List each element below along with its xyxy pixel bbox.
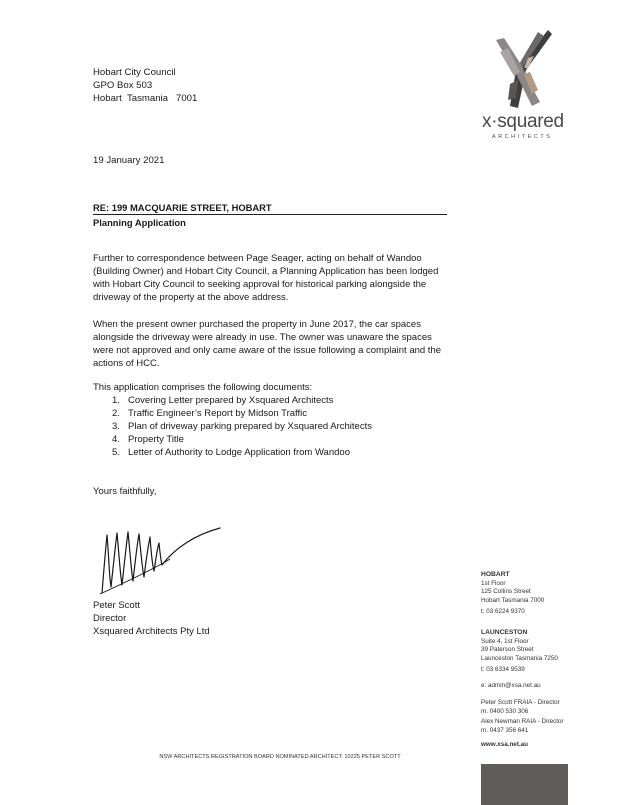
office-line: Hobart Tasmania 7000	[481, 596, 545, 604]
list-item	[112, 394, 372, 407]
office-line: 1st Floor	[481, 579, 506, 587]
subject-heading: Planning Application	[93, 217, 186, 228]
body-paragraph-3: This application comprises the following documents:	[93, 382, 313, 393]
director-name: Alex Newman RAIA - Director	[481, 718, 564, 726]
signer-company: Xsquared Architects Pty Ltd	[93, 626, 210, 638]
office-line: 125 Collins Street	[481, 588, 531, 596]
list-text: Traffic Engineer’s Report by Midson Traffic	[128, 408, 307, 420]
footer-registration: NSW ARCHITECTS REGISTRATION BOARD NOMINATED ARCHITECT: 10225 PETER SCOTT	[159, 754, 401, 760]
recipient-line: Hobart Tasmania 7001	[93, 93, 198, 105]
recipient-line: GPO Box 503	[93, 80, 153, 92]
body-paragraph-1: Further to correspondence between Page Seager, acting on behalf of Wandoo (Building Owner) and Hobart City Council, a Planning Application has been lodged with Hobart City Council to seeking approval for historical parking alongside the driveway of the property at the above address.	[93, 253, 439, 304]
list-item	[112, 433, 372, 446]
list-number: 4.	[112, 434, 120, 446]
list-number: 2.	[112, 408, 120, 420]
list-text: Plan of driveway parking prepared by Xsquared Architects	[128, 421, 372, 433]
office-heading: HOBART	[481, 571, 510, 578]
signer-name: Peter Scott	[93, 600, 140, 611]
launceston-office	[481, 629, 558, 675]
directors	[481, 699, 564, 735]
office-line: Launceston Tasmania 7250	[481, 654, 558, 662]
list-item	[112, 407, 372, 420]
logo-brand-text: x·squared	[482, 111, 564, 132]
director-mobile: m. 0437 356 641	[481, 726, 529, 734]
xsquared-logo-icon	[488, 28, 560, 108]
signer-block	[93, 599, 210, 638]
office-line: Suite 4, 1st Floor	[481, 637, 529, 645]
closing: Yours faithfully,	[93, 486, 157, 497]
logo-sub-text: ARCHITECTS	[492, 134, 553, 140]
list-text: Letter of Authority to Lodge Application from Wandoo	[128, 447, 350, 459]
list-number: 3.	[112, 421, 120, 433]
list-item	[112, 420, 372, 433]
list-text: Property Title	[128, 434, 184, 446]
office-phone: t: 03 6224 9370	[481, 608, 525, 616]
website: www.xsa.net.au	[481, 741, 529, 748]
letter-date: 19 January 2021	[93, 155, 165, 166]
re-underline	[93, 214, 447, 215]
recipient-line: Hobart City Council	[93, 67, 176, 78]
list-text: Covering Letter prepared by Xsquared Architects	[128, 395, 334, 406]
list-number: 5.	[112, 447, 120, 459]
footer-grey-block	[481, 764, 568, 805]
director-mobile: m. 0400 530 306	[481, 707, 529, 715]
email: e: admin@xsa.net.au	[481, 682, 541, 689]
office-heading: LAUNCESTON	[481, 629, 528, 636]
list-number: 1.	[112, 395, 120, 406]
body-paragraph-2: When the present owner purchased the property in June 2017, the car spaces alongside the driveway were already in use. The owner was unaware the spaces were not approved and only came aware of the issue following a complaint and the actions of HCC.	[93, 319, 442, 370]
re-heading: RE: 199 MACQUARIE STREET, HOBART	[93, 202, 272, 213]
recipient-address	[93, 66, 197, 106]
document-list	[112, 394, 372, 459]
list-item	[112, 446, 372, 459]
office-phone: t: 03 6334 9539	[481, 666, 525, 674]
director-name: Peter Scott FRAIA - Director	[481, 699, 560, 706]
hobart-office	[481, 571, 544, 617]
office-line: 39 Paterson Street	[481, 646, 534, 654]
signer-title: Director	[93, 613, 127, 625]
signature-image	[94, 523, 224, 595]
